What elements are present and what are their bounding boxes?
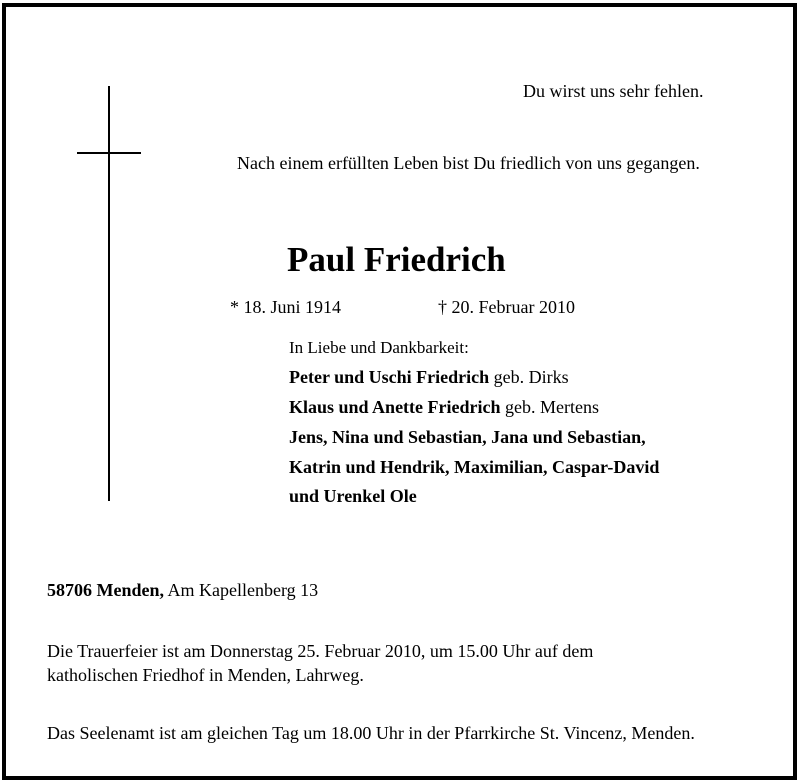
mourner-line — [289, 366, 569, 388]
mourner-line: und Urenkel Ole — [289, 486, 417, 506]
deceased-name: Paul Friedrich — [287, 240, 506, 279]
funeral-line: katholischen Friedhof in Menden, Lahrweg. — [47, 665, 364, 685]
mourner-line — [289, 396, 599, 418]
mourner-names: Peter und Uschi Friedrich — [289, 367, 490, 387]
address-street: Am Kapellenberg 13 — [164, 580, 319, 600]
birth-date: * 18. Juni 1914 — [230, 297, 342, 317]
mourner-names: Klaus und Anette Friedrich — [289, 397, 501, 417]
quote: Du wirst uns sehr fehlen. — [523, 81, 704, 101]
address — [47, 579, 318, 601]
requiem-text: Das Seelenamt ist am gleichen Tag um 18.00 Uhr in der Pfarrkirche St. Vincenz, Menden. — [47, 723, 695, 743]
cross-icon — [108, 86, 110, 501]
address-city: 58706 Menden, — [47, 580, 164, 600]
love-line: In Liebe und Dankbarkeit: — [289, 338, 469, 357]
cross-icon-crossbar — [77, 152, 141, 154]
mourner-line: Katrin und Hendrik, Maximilian, Caspar-David — [289, 457, 660, 477]
death-date: † 20. Februar 2010 — [438, 297, 575, 317]
mourner-line: Jens, Nina und Sebastian, Jana und Sebastian, — [289, 427, 646, 447]
mourner-birth-name: geb. Mertens — [500, 397, 599, 417]
intro-text: Nach einem erfüllten Leben bist Du friedlich von uns gegangen. — [237, 153, 700, 173]
funeral-line: Die Trauerfeier ist am Donnerstag 25. Februar 2010, um 15.00 Uhr auf dem — [47, 641, 594, 661]
mourner-birth-name: geb. Dirks — [489, 367, 569, 387]
